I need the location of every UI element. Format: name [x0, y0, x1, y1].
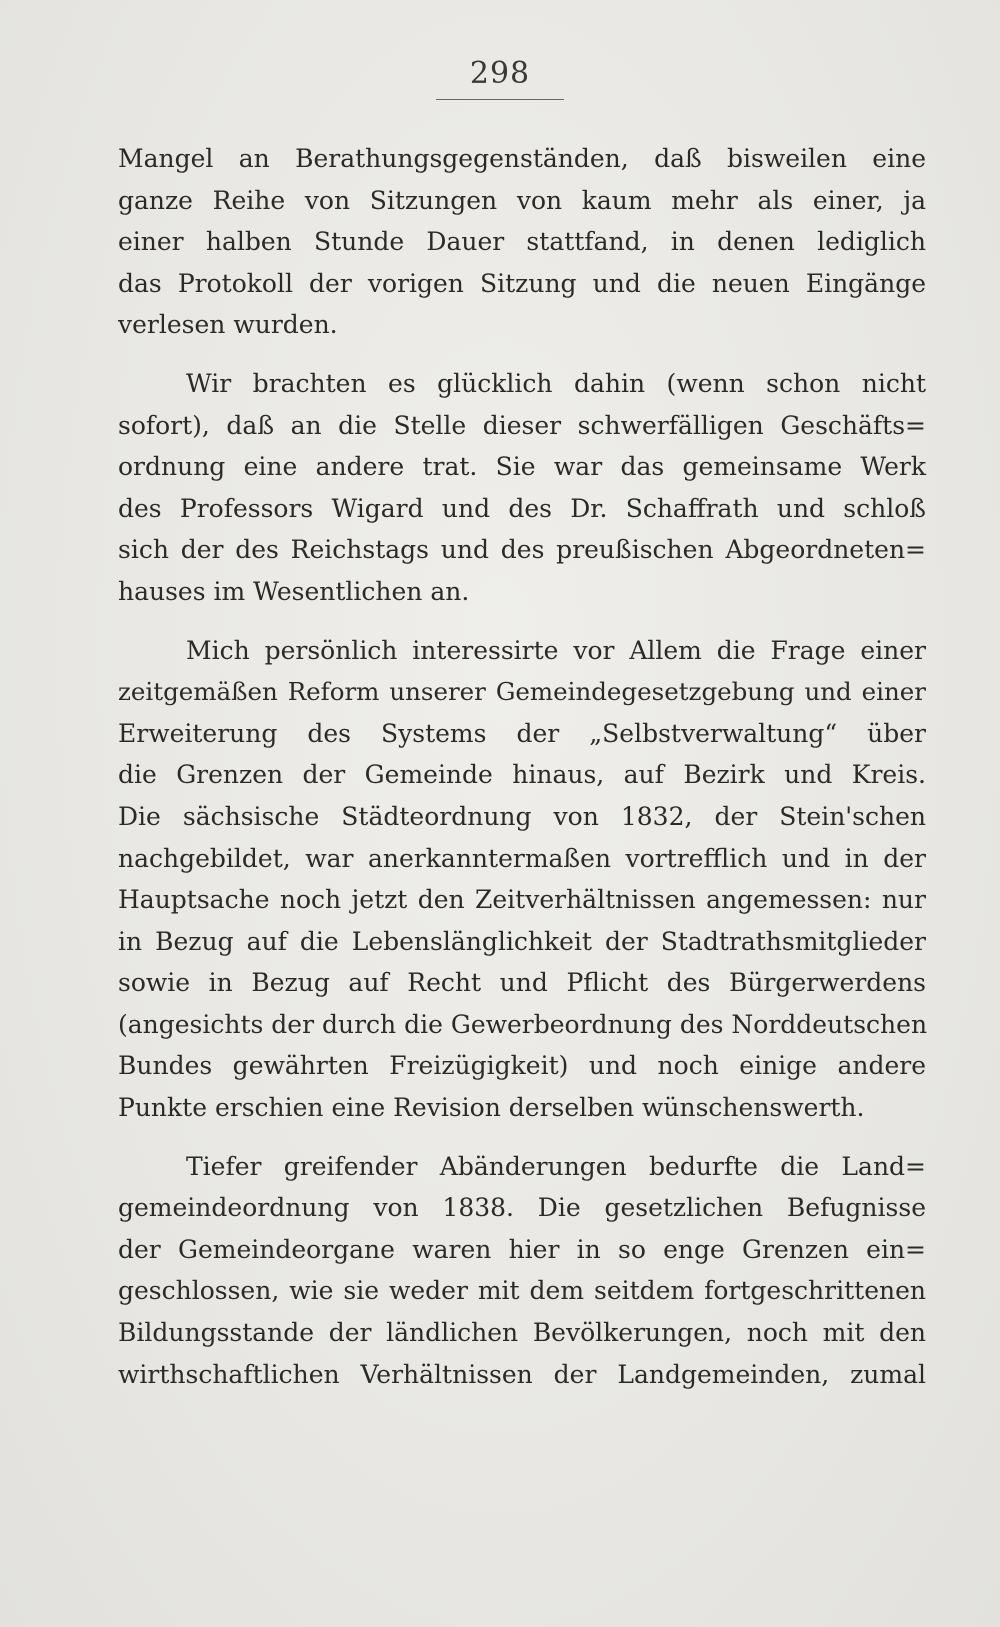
text-line: Bundes gewährten Freizügigkeit) und noch einige andere [118, 1051, 926, 1081]
paragraph-1 [118, 138, 926, 346]
text-line: Mich persönlich interessirte vor Allem die Frage einer [186, 635, 926, 665]
paragraph-gap [118, 346, 926, 363]
body-text [118, 138, 926, 1395]
text-line: des Professors Wigard und des Dr. Schaffrath und schloß [118, 493, 926, 523]
text-line: nachgebildet, war anerkanntermaßen vortrefflich und in der [118, 843, 926, 873]
page-number: 298 [469, 56, 531, 91]
text-line: in Bezug auf die Lebenslänglichkeit der Stadtrathsmitglieder [118, 926, 926, 956]
text-line: das Protokoll der vorigen Sitzung und die neuen Eingänge [118, 268, 926, 298]
text-line: Mangel an Berathungsgegenständen, daß bisweilen eine [118, 144, 926, 173]
paragraph-2 [118, 363, 926, 613]
text-line: Die sächsische Städteordnung von 1832, der Stein'schen [118, 801, 926, 831]
text-line: der Gemeindeorgane waren hier in so enge Grenzen ein= [118, 1234, 926, 1264]
text-line: verlesen wurden. [118, 310, 338, 340]
text-line: sofort), daß an die Stelle dieser schwerfälligen Geschäfts= [118, 410, 926, 440]
page-header [0, 56, 1000, 100]
text-line: gemeindeordnung von 1838. Die gesetzlichen Befugnisse [118, 1193, 926, 1223]
text-line: Punkte erschien eine Revision derselben wünschenswerth. [118, 1093, 865, 1123]
header-rule [436, 99, 564, 100]
text-line: einer halben Stunde Dauer stattfand, in denen lediglich [118, 227, 926, 257]
text-line: ganze Reihe von Sitzungen von kaum mehr als einer, ja [118, 185, 926, 215]
paragraph-3 [118, 630, 926, 1129]
text-line: Erweiterung des Systems der „Selbstverwaltung“ über [118, 718, 926, 748]
text-line: sich der des Reichstags und des preußischen Abgeordneten= [118, 535, 926, 565]
text-line: wirthschaftlichen Verhältnissen der Landgemeinden, zumal [118, 1359, 926, 1389]
text-line: Wir brachten es glücklich dahin (wenn schon nicht [186, 368, 926, 398]
text-line: Hauptsache noch jetzt den Zeitverhältnissen angemessen: nur [118, 885, 926, 915]
text-line: die Grenzen der Gemeinde hinaus, auf Bezirk und Kreis. [118, 760, 926, 790]
text-line: sowie in Bezug auf Recht und Pflicht des Bürgerwerdens [118, 968, 926, 998]
text-line: ordnung eine andere trat. Sie war das gemeinsame Werk [118, 452, 926, 482]
paragraph-gap [118, 613, 926, 630]
text-line: geschlossen, wie sie weder mit dem seitdem fortgeschrittenen [118, 1276, 926, 1306]
text-line: hauses im Wesentlichen an. [118, 576, 470, 606]
paragraph-4 [118, 1146, 926, 1396]
paragraph-gap [118, 1129, 926, 1146]
text-line: (angesichts der durch die Gewerbeordnung des Norddeutschen [118, 1009, 928, 1039]
text-line: Tiefer greifender Abänderungen bedurfte die Land= [186, 1151, 926, 1181]
text-line: Bildungsstande der ländlichen Bevölkerungen, noch mit den [118, 1318, 926, 1348]
text-line: zeitgemäßen Reform unserer Gemeindegesetzgebung und einer [118, 677, 926, 707]
